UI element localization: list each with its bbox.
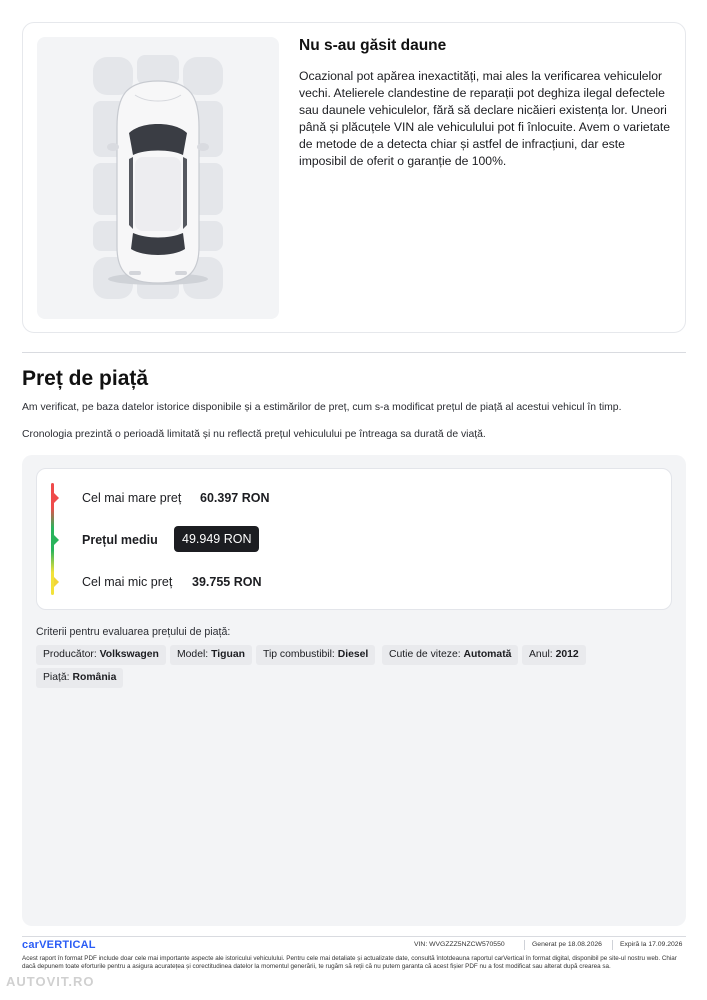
average-price-label: Prețul mediu — [82, 533, 158, 547]
criteria-chip-producer — [36, 645, 166, 665]
car-top-view-icon — [37, 37, 279, 319]
footer-vin: VIN: WVGZZZ5NZCW570550 — [414, 941, 505, 948]
watermark: AUTOVIT.RO — [6, 974, 95, 989]
criteria-chip-label: Cutie de viteze: — [389, 649, 461, 660]
criteria-chip-fuel — [256, 645, 375, 665]
criteria-chip-label: Piață: — [43, 672, 70, 683]
low-price-marker-icon — [54, 577, 59, 587]
lowest-price-row — [82, 575, 262, 589]
criteria-chip-value: Tiguan — [211, 649, 245, 660]
criteria-chip-value: Diesel — [337, 649, 369, 660]
price-summary-card — [36, 468, 672, 610]
criteria-chip-value: 2012 — [555, 649, 579, 660]
average-price-marker-icon — [54, 535, 59, 545]
damage-card — [22, 22, 686, 333]
highest-price-label: Cel mai mare preț — [82, 491, 182, 505]
criteria-chip-label: Model: — [177, 649, 209, 660]
footer-divider — [22, 936, 686, 937]
criteria-chip-label: Producător: — [43, 649, 97, 660]
market-price-title: Preț de piață — [22, 367, 149, 390]
market-price-description: Am verificat, pe baza datelor istorice disponibile și a estimărilor de preț, cum s-a modificat prețul de piață al acestui vehicul în timp. — [22, 402, 622, 413]
average-price-row — [82, 532, 252, 547]
criteria-chip-value: România — [72, 672, 117, 683]
lowest-price-value: 39.755 RON — [192, 575, 262, 589]
high-price-marker-icon — [54, 493, 59, 503]
damage-title: Nu s-au găsit daune — [299, 37, 447, 54]
highest-price-row — [82, 491, 270, 505]
market-price-panel — [22, 455, 686, 926]
section-divider — [22, 352, 686, 353]
criteria-chip-label: Tip combustibil: — [263, 649, 335, 660]
criteria-chip-label: Anul: — [529, 649, 553, 660]
footer-separator — [524, 940, 525, 950]
highest-price-value: 60.397 RON — [200, 491, 270, 505]
footer-generated-date: Generat pe 18.08.2026 — [532, 941, 602, 948]
criteria-chip-market — [36, 668, 123, 688]
average-price-value: 49.949 RON — [174, 526, 259, 552]
footer-disclaimer: Acest raport în format PDF include doar cele mai importante aspecte ale istoricului vehiculului. Pentru cele mai detaliate și actualizate date, consultă întotdeauna raportul carVertical în format digital, disponibil pe site-ul nostru web. Chiar dacă depunem toate eforturile pentru a asigura acuratețea și corectitudinea datelor la momentul generării, te rugăm să reții că nu putem garanta că acest fișier PDF nu a fost modificat sau alterat după crearea sa. — [22, 955, 677, 970]
damage-description: Ocazional pot apărea inexactități, mai ales la verificarea vehiculelor vechi. Atelierele clandestine de reparații pot deghiza ilegal defectele sau daunele vehiculelor, fără să declare nicăieri existența lor. Uneori până și plăcuțele VIN ale vehiculului pot fi înlocuite. Avem o varietate de metode de a detecta chiar și astfel de infracțiuni, dar este imposibil de oferit o garanție de 100%. — [299, 69, 671, 168]
criteria-chip-gearbox — [382, 645, 518, 665]
car-diagram — [37, 37, 279, 319]
lowest-price-label: Cel mai mic preț — [82, 575, 173, 589]
criteria-chip-value: Volkswagen — [99, 649, 159, 660]
carvertical-logo: carVERTICAL — [22, 939, 96, 951]
footer-expiry-date: Expiră la 17.09.2026 — [620, 941, 683, 948]
footer-separator — [612, 940, 613, 950]
criteria-chip-model — [170, 645, 252, 665]
criteria-chip-year — [522, 645, 586, 665]
criteria-label: Criterii pentru evaluarea prețului de piață: — [36, 626, 231, 638]
market-price-note: Cronologia prezintă o perioadă limitată și nu reflectă prețul vehiculului pe întreaga sa durată de viață. — [22, 429, 486, 440]
criteria-chip-value: Automată — [463, 649, 512, 660]
